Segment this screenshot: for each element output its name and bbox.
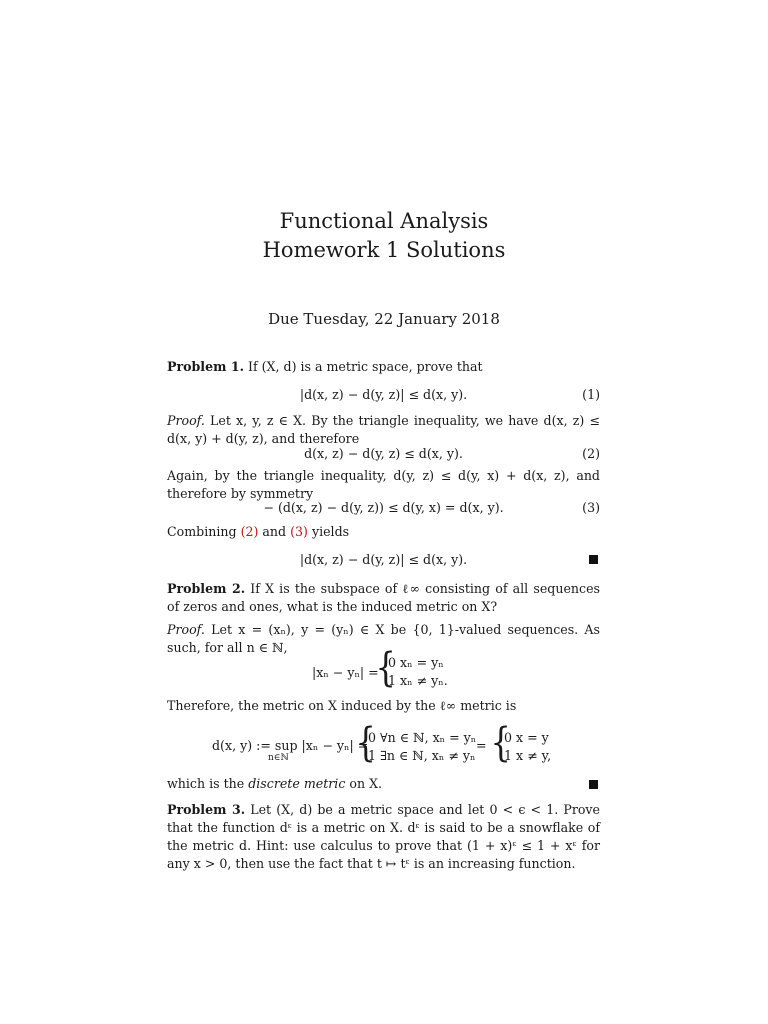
sup-subscript: n∈ℕ — [268, 753, 289, 763]
proof-2-text: Let x = (xₙ), y = (yₙ) ∈ X be {0, 1}-valued sequences. As such, for all n ∈ ℕ, — [167, 622, 600, 655]
equation-3-number: (3) — [582, 500, 600, 515]
left-brace-1: { — [375, 645, 396, 691]
proof-label-2: Proof. — [167, 622, 205, 637]
combining-line — [167, 523, 600, 541]
problem-1-statement — [167, 358, 600, 376]
title-line-1: Functional Analysis — [279, 209, 489, 233]
problem-2-statement — [167, 580, 600, 616]
title-line-2: Homework 1 Solutions — [262, 238, 506, 262]
equation-1-body: |d(x, z) − d(y, z)| ≤ d(x, y). — [299, 387, 468, 402]
which-line — [167, 775, 600, 793]
equals-sign: = — [476, 738, 487, 753]
problem-1-text: If (X, d) is a metric space, prove that — [247, 359, 483, 374]
equation-2-body: d(x, z) − d(y, z) ≤ d(x, y). — [304, 446, 463, 461]
proof-1-text: Let x, y, z ∈ X. By the triangle inequality, we have d(x, z) ≤ d(x, y) + d(y, z), and therefore — [167, 413, 600, 446]
metric-case-1: 0 ∀n ∈ ℕ, xₙ = yₙ — [368, 730, 477, 745]
equation-2-number: (2) — [582, 446, 600, 461]
which-text-end: on X. — [345, 776, 383, 791]
discrete-case-1: 0 x = y — [504, 730, 549, 745]
piecewise-equation-1 — [312, 645, 512, 694]
problem-3-text: Let (X, d) be a metric space and let 0 < ϵ < 1. Prove that the function dᵋ is a metric on X. dᵋ is said to be a snowflake of the metric d. Hint: use calculus to prove that (1 + x)ᵋ ≤ 1 + xᵋ for any x > 0, then use the fact that t ↦ tᵋ is an increasing function. — [167, 802, 600, 871]
equation-4 — [167, 550, 600, 570]
equation-2 — [167, 444, 600, 464]
left-brace-2: { — [355, 720, 376, 766]
equation-1 — [167, 385, 600, 405]
metric-definition-lhs: d(x, y) := sup |xₙ − yₙ| = — [212, 738, 369, 753]
ref-eq-3[interactable]: (3) — [290, 524, 308, 539]
problem-1-label: Problem 1. — [167, 359, 244, 374]
problem-1-proof-text-1 — [167, 412, 600, 448]
qed-square-1 — [589, 555, 598, 564]
combining-text: Combining — [167, 524, 241, 539]
equation-3 — [167, 498, 600, 518]
therefore-line: Therefore, the metric on X induced by the ℓ∞ metric is — [167, 698, 517, 713]
discrete-case-2: 1 x ≠ y, — [504, 748, 552, 763]
metric-case-2: 1 ∃n ∈ ℕ, xₙ ≠ yₙ — [368, 748, 476, 763]
equation-4-body: |d(x, z) − d(y, z)| ≤ d(x, y). — [299, 552, 468, 567]
left-brace-3: { — [490, 720, 511, 766]
discrete-metric-term: discrete metric — [248, 776, 346, 791]
piecewise-1-case-1: 0 xₙ = yₙ — [388, 655, 444, 670]
qed-square-2 — [589, 780, 598, 789]
piecewise-1-case-2: 1 xₙ ≠ yₙ. — [388, 673, 448, 688]
ref-eq-2[interactable]: (2) — [240, 524, 259, 539]
equation-1-number: (1) — [582, 387, 600, 402]
piecewise-equation-2 — [212, 720, 572, 773]
proof-label-1: Proof. — [167, 413, 205, 428]
piecewise-1-lhs: |xₙ − yₙ| = — [312, 665, 379, 680]
problem-1-proof-text-2: Again, by the triangle inequality, d(y, z) ≤ d(y, x) + d(x, z), and therefore by symmetry — [167, 468, 600, 501]
due-date: Due Tuesday, 22 January 2018 — [268, 310, 500, 328]
combining-yields: yields — [307, 524, 350, 539]
combining-and: and — [258, 524, 291, 539]
problem-3-statement — [167, 801, 600, 873]
problem-2-text: If X is the subspace of ℓ∞ consisting of all sequences of zeros and ones, what is the induced metric on X? — [167, 581, 600, 614]
problem-2-label: Problem 2. — [167, 581, 246, 596]
which-text: which is the — [167, 776, 249, 791]
equation-3-body: − (d(x, z) − d(y, z)) ≤ d(y, x) = d(x, y). — [263, 500, 504, 515]
problem-3-label: Problem 3. — [167, 802, 246, 817]
